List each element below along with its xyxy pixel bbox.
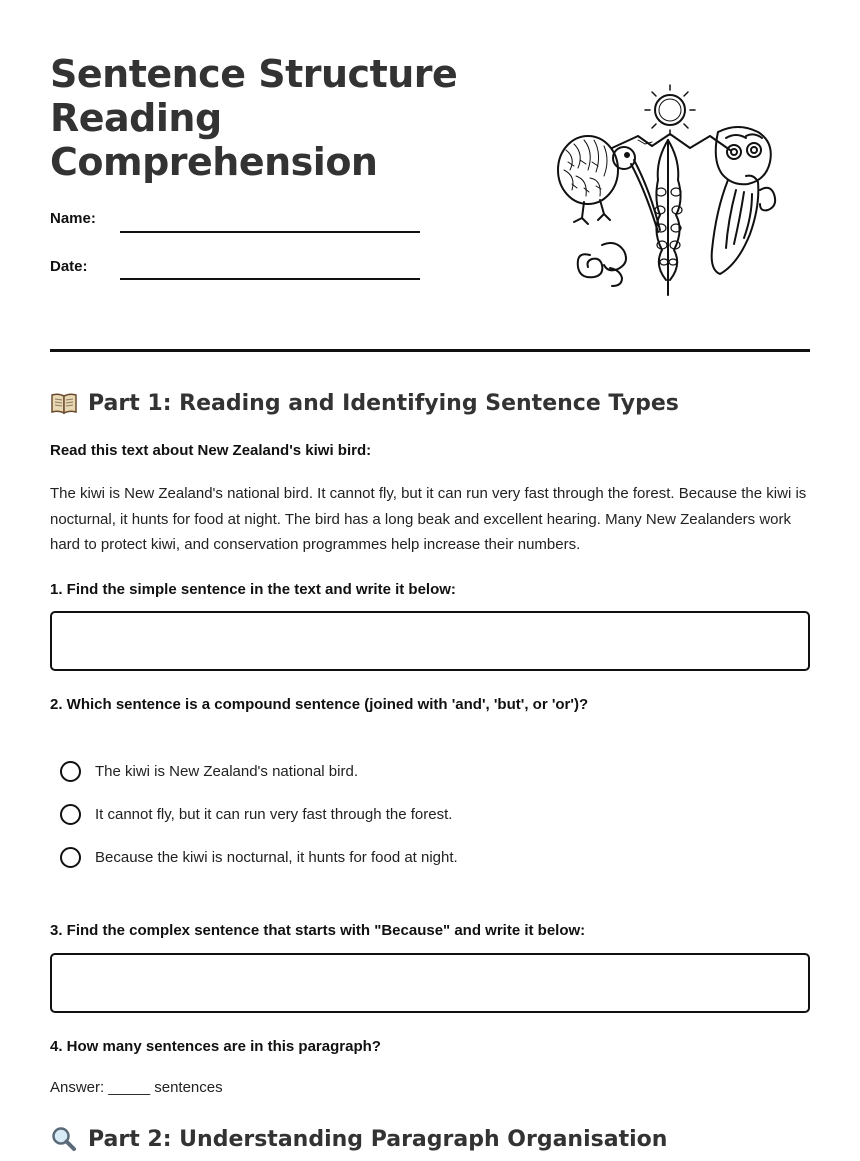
part1-heading-text: Part 1: Reading and Identifying Sentence Types bbox=[88, 390, 679, 416]
question-3: 3. Find the complex sentence that starts with "Because" and write it below: bbox=[50, 922, 586, 939]
radio-button[interactable] bbox=[60, 804, 81, 825]
option-label: Because the kiwi is nocturnal, it hunts for food at night. bbox=[95, 849, 458, 866]
name-field[interactable] bbox=[120, 231, 420, 233]
worksheet-title: Sentence Structure Reading Comprehension bbox=[50, 52, 458, 184]
part2-heading bbox=[50, 1126, 667, 1152]
option-label: It cannot fly, but it can run very fast through the forest. bbox=[95, 806, 453, 823]
open-book-icon bbox=[50, 390, 78, 416]
question-2-option[interactable] bbox=[60, 847, 458, 868]
reading-passage: The kiwi is New Zealand's national bird. It cannot fly, but it can run very fast through the forest. Because the kiwi is nocturnal, it hunts for food at night. The bird has a long beak and excellent hearing. Many New Zealanders work hard to protect kiwi, and conservation programmes help increase their numbers. bbox=[50, 485, 807, 553]
question-1-answer-box[interactable] bbox=[50, 611, 810, 671]
question-2-option[interactable] bbox=[60, 761, 358, 782]
question-1: 1. Find the simple sentence in the text and write it below: bbox=[50, 581, 456, 598]
part1-heading bbox=[50, 390, 679, 416]
date-field[interactable] bbox=[120, 278, 420, 280]
date-label: Date: bbox=[50, 258, 88, 275]
question-4: 4. How many sentences are in this paragraph? bbox=[50, 1038, 381, 1055]
question-2-option[interactable] bbox=[60, 804, 452, 825]
radio-button[interactable] bbox=[60, 761, 81, 782]
question-2: 2. Which sentence is a compound sentence (joined with 'and', 'but', or 'or')? bbox=[50, 696, 589, 713]
question-4-answer: Answer: _____ sentences bbox=[50, 1079, 223, 1096]
part2-heading-text: Part 2: Understanding Paragraph Organisation bbox=[88, 1126, 668, 1152]
option-label: The kiwi is New Zealand's national bird. bbox=[95, 763, 358, 780]
magnifying-glass-icon bbox=[50, 1126, 78, 1152]
question-3-answer-box[interactable] bbox=[50, 953, 810, 1013]
section-divider bbox=[50, 349, 810, 352]
radio-button[interactable] bbox=[60, 847, 81, 868]
name-label: Name: bbox=[50, 210, 96, 227]
reading-intro: Read this text about New Zealand's kiwi bird: bbox=[50, 442, 372, 459]
kiwi-bird-sun-mountains-illustration bbox=[550, 80, 780, 300]
